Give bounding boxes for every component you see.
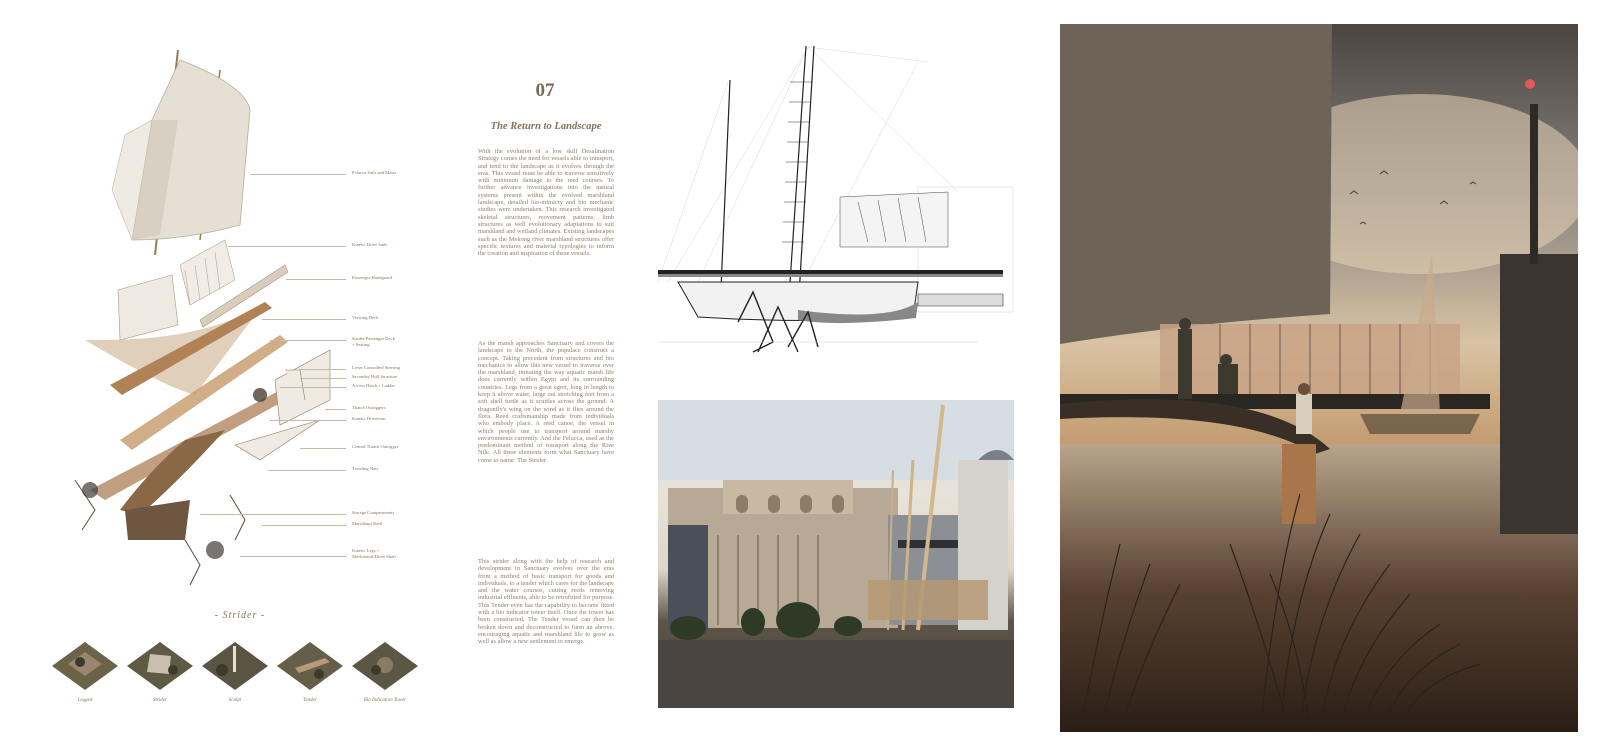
callout-leader [268,470,346,471]
evolution-thumbnails [50,640,420,710]
callout-kinetic-legs: Kinetic Legs + Mechanical Drive Shaft [352,548,396,559]
section-drawing [658,42,1016,360]
callout-central-outrigger: Central Thatch Outrigger [352,444,399,449]
thumbnail-label: Strider [153,698,167,703]
thumbnail-image [350,640,420,695]
callout-access-hatch: Access Hatch + Ladder [352,383,396,388]
callout-leader [270,340,346,341]
thumbnail-label: Tender [303,698,317,703]
paragraph-2: As the marsh approaches Sanctuary and covers the landscape to the North, the populace construct a concept. Taking precedent from structures and bio mechanics to allow this new vessel to traverse over the marshland, imitating the way aquatic marsh life does currently within Egypt and its surrounding countries. Legs from a great egret, long in length to keep it above water, large out stretching feet from a soft shell turtle as it scuttles across the ground. A dragonfly's wing on the wind as it flies around the flora. Reed craftsmanship made from individuals who embody place. A reed canoe, the vessel in which people use to transport around marshy environments currently. And the Felucca, used as the predominant method of transport along the Rive Nile. All these elements form what Sanctuary have come to name: The Strider [478,340,614,464]
callout-leader [200,514,346,515]
callout-leader [250,174,346,175]
paragraph-1: With the evolution of a low skill Desalination Strategy comes the need for vessels able to transport, and tend to the landscape as it evolves through the eras. This vessel must be able to traverse sensitively with minimum damage to the reed courses. To further advance investigations into the natural systems present within the evolved marshland landscape, detailed bio-mimicry and bio mechanic studies were undertaken. This research investigated skeletal structures, movement patterns, limb structures as well evolutionary adaptations to suit marshland and wetland climates. Existing landscapes such as the Mekong river marshland structures offer specific textures and material typologies to inform the creation and inspiration of these vessels. [478,148,614,258]
section-title: The Return to Landscape [490,121,602,132]
thumbnail-tender [275,640,345,710]
callout-leader [300,378,346,379]
strider-title: - Strider - [214,610,266,621]
callout-passenger-handguard: Passenger Handguard [352,275,392,280]
thumbnail-image [125,640,195,695]
callout-passenger-deck: Strider Passenger Deck + Seating [352,336,395,347]
thumbnail-sculpt [200,640,270,710]
elevation-render [658,400,1014,708]
callout-storage-compartments: Storage Compartments [352,510,395,515]
callout-marshland-shell: Marshland Shell [352,521,383,526]
callout-kinetic-drivetrain: Kinetic Drivetrain [352,416,386,421]
callout-leader [280,387,346,388]
perspective-render [1060,24,1578,732]
callout-leader [240,556,346,557]
callout-thatch-outriggers: Thatch Outriggers [352,405,386,410]
thumbnail-label: Sculpt [228,698,242,703]
callout-leader [325,409,346,410]
thumbnail-label: Legged [77,698,93,703]
callout-leader [300,448,346,449]
callout-leader [300,369,346,370]
section-number: 07 [535,80,555,101]
callout-felucca-sails: Felucca Sails and Masts [352,170,397,175]
callout-trawling-nets: Trawling Nets [352,466,379,471]
thumbnail-label: Bio Indication Tower [363,698,407,703]
paragraph-3: This strider along with the help of research and development in Sanctuary evolves over the eras from a method of basic transport for goods and individuals, to a tender which cares for the landscape and the water courses, cutting reeds removing industrial effluents, able to be retrofitted for purpose. This Tender even has the capability to become fitted with a bio indicator tower itself. Once the tower has been constructed, The Tender vessel can then be broken down and deconstructed to form an abrove, encouraging aquatic and marshland life to grow as well as allow a new settlement to emerge. [478,558,614,646]
thumbnail-image [275,640,345,695]
callout-leader [262,525,346,526]
exploded-axonometric [60,40,480,600]
callout-lever-steering: Lever Controlled Steering [352,365,400,370]
thumbnail-bio-indication-tower [350,640,420,710]
thumbnail-image [200,640,270,695]
callout-secondary-hull: Seconday Hull Structure [352,374,398,379]
callout-leader [286,279,346,280]
thumbnail-strider [125,640,195,710]
callout-leader [228,246,346,247]
callout-viewing-deck: Viewing Deck [352,315,379,320]
callout-leader [270,420,346,421]
vessel-section-drawing [658,42,1016,360]
strider-deck-dusk-render [1060,24,1578,732]
strider-exploded-drawing [60,40,480,600]
thumbnail-legged [50,640,120,710]
callout-leader [262,319,346,320]
marsh-settlement-render [658,400,1014,708]
callout-kinetic-drive-sails: Kinetic Drive Sails [352,242,388,247]
thumbnail-image [50,640,120,695]
